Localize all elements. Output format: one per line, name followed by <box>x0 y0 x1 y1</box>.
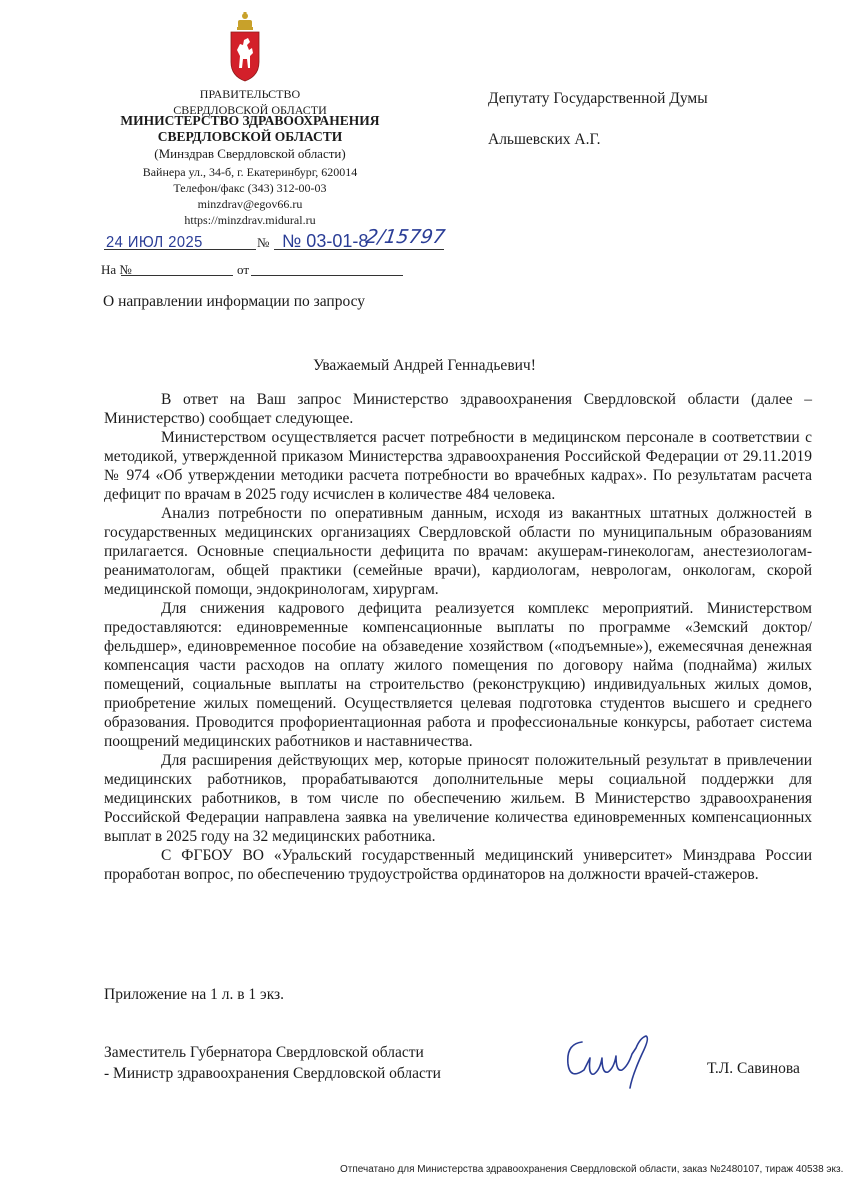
body-paragraph: В ответ на Ваш запрос Министерство здравоохранения Свердловской области (далее – Министерство) сообщает следующее. <box>104 391 812 427</box>
reply-to-label: На № <box>101 262 132 277</box>
signatory-position-line: - Министр здравоохранения Свердловской области <box>104 1065 441 1082</box>
signatory-position <box>104 1042 441 1084</box>
print-footer: Отпечатано для Министерства здравоохранения Свердловской области, заказ №2480107, тираж 40538 экз. <box>340 1164 844 1175</box>
body-paragraph: Для расширения действующих мер, которые приносят положительный результат в привлечении медицинских работников, прорабатываются дополнительные меры социальной поддержки для медицинских работников, в том числе по обеспечению жильем. В Министерство здравоохранения Российской Федерации направлена заявка на увеличение количества единовременных компенсационных выплат в 2025 году на 32 медицинских работника. <box>104 752 812 845</box>
addressee-name: Альшевских А.Г. <box>488 131 601 148</box>
body-paragraph: Для снижения кадрового дефицита реализуется комплекс мероприятий. Министерством предоставляются: единовременные компенсационные выплаты по программе «Земский доктор/фельдшер», единовременное пособие на обзаведение хозяйством («подъемные»), ежемесячная денежная компенсация части расходов на оплату жилого помещения по договору найма (поднайма) жилых помещений, социальные выплаты на строительство (реконструкцию) индивидуальных жилых домов, приобретение жилых помещений. Осуществляется целевая подготовка студентов высшего и среднего образования. Проводится профориентационная работа и профессиональные конкурсы, работает система поощрений медицинских работников и наставничества. <box>104 600 812 750</box>
ministry-name <box>100 113 400 145</box>
letter-body <box>104 390 812 884</box>
salutation: Уважаемый Андрей Геннадьевич! <box>313 357 536 374</box>
signatory-position-line: Заместитель Губернатора Свердловской области <box>104 1044 424 1061</box>
number-label: № <box>257 235 270 250</box>
ministry-contacts <box>100 164 400 228</box>
ministry-line: СВЕРДЛОВСКОЙ ОБЛАСТИ <box>157 129 343 144</box>
addressee-position: Депутату Государственной Думы <box>488 90 708 107</box>
contact-email: minzdrav@egov66.ru <box>197 197 303 211</box>
reply-reference-line <box>101 260 411 280</box>
from-label: от <box>237 262 250 277</box>
letter-subject: О направлении информации по запросу <box>103 293 366 310</box>
number-handwritten: 2/15797 <box>364 226 447 248</box>
contact-address: Вайнера ул., 34-б, г. Екатеринбург, 620014 <box>142 165 358 179</box>
coat-of-arms-icon <box>228 12 262 82</box>
reply-date-underline <box>251 275 403 276</box>
date-stamp: 24 ИЮЛ 2025 <box>106 234 203 251</box>
signatory-name: Т.Л. Савинова <box>707 1060 800 1077</box>
ministry-short-name: (Минздрав Свердловской области) <box>154 146 346 161</box>
handwritten-signature-icon <box>560 1030 670 1090</box>
body-paragraph: С ФГБОУ ВО «Уральский государственный медицинский университет» Минздрава России проработан вопрос, по обеспечению трудоустройства ординаторов на должности врачей-стажеров. <box>104 847 812 883</box>
government-line: ПРАВИТЕЛЬСТВО <box>199 87 301 101</box>
ministry-line: МИНИСТЕРСТВО ЗДРАВООХРАНЕНИЯ <box>120 113 380 128</box>
attachment-note: Приложение на 1 л. в 1 экз. <box>104 986 285 1003</box>
contact-website: https://minzdrav.midural.ru <box>184 213 316 227</box>
body-paragraph: Министерством осуществляется расчет потребности в медицинском персонале в соответствии с методикой, утвержденной приказом Министерства здравоохранения Российской Федерации от 29.11.2019 № 974 «Об утверждении методики расчета потребности во врачебных кадрах». По результатам расчета дефицит по врачам в 2025 году исчислен в количестве 484 человека. <box>104 429 812 503</box>
body-paragraph: Анализ потребности по оперативным данным, исходя из вакантных штатных должностей в государственных медицинских организациях Свердловской области по муниципальным образованиям прилагается. Основные специальности дефицита по врачам: акушерам-гинекологам, анестезиологам-реаниматологам, общей практики (семейные врачи), кардиологам, неврологам, онкологам, скорой медицинской помощи, эндокринологам, хирургам. <box>104 505 812 598</box>
contact-phone: Телефон/факс (343) 312-00-03 <box>173 181 327 195</box>
addressee <box>488 78 708 160</box>
reply-number-underline <box>121 275 233 276</box>
government-line: СВЕРДЛОВСКОЙ ОБЛАСТИ <box>173 103 327 117</box>
registration-line <box>104 226 464 252</box>
number-stamp: № 03-01-8 <box>282 231 369 251</box>
